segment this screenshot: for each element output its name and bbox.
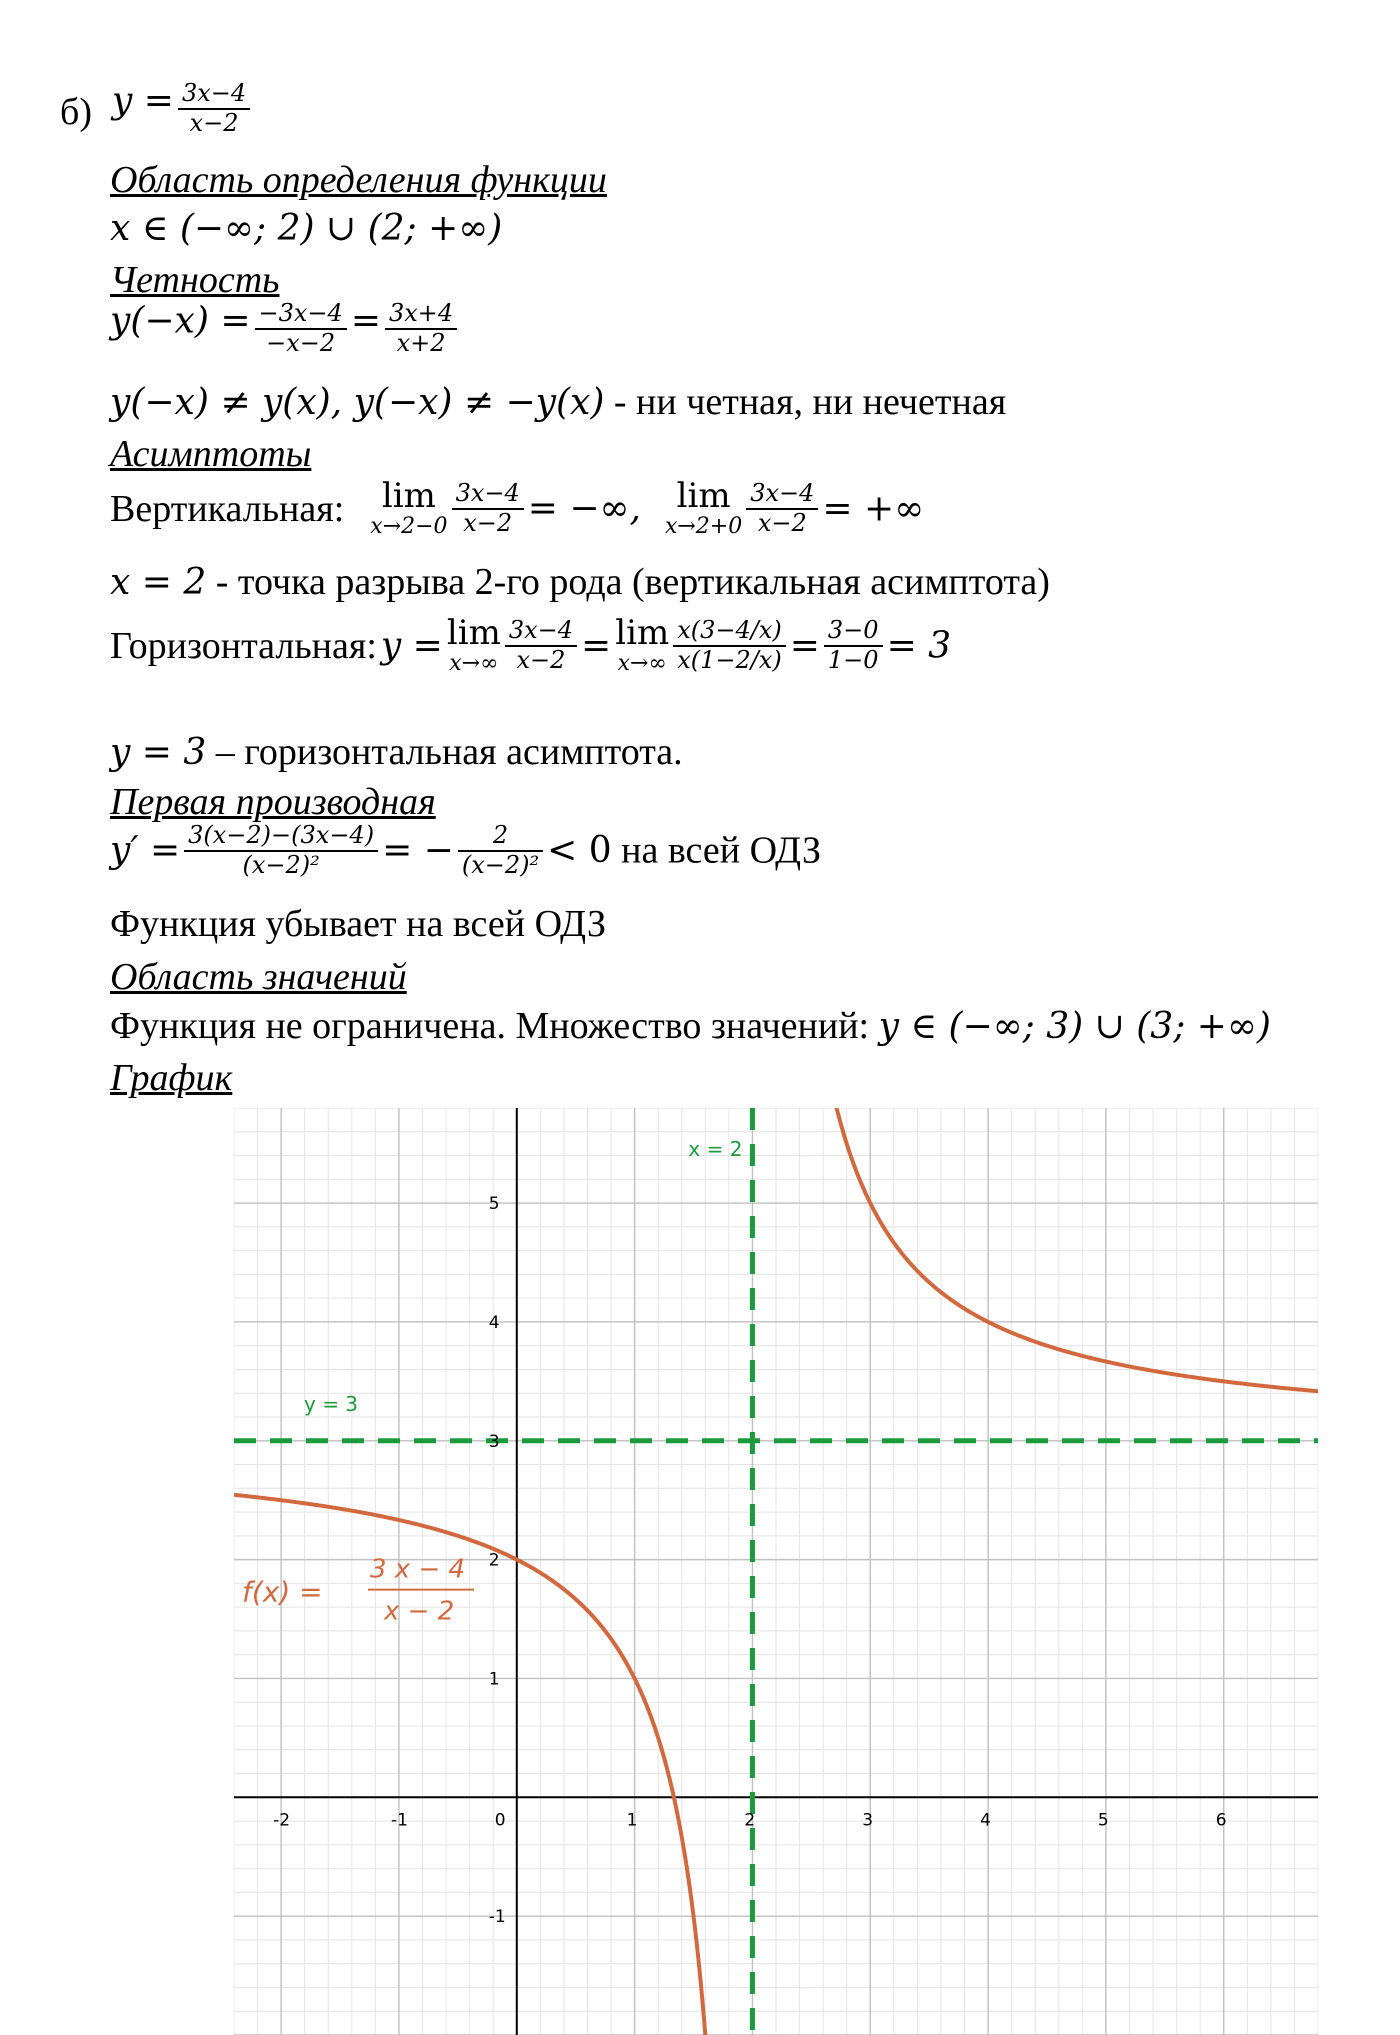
range-line bbox=[110, 1004, 1271, 1048]
h-eq-2: = bbox=[789, 625, 820, 667]
h-fraction-3 bbox=[824, 617, 883, 674]
function-graph bbox=[234, 1108, 1318, 2035]
derivative-f1-numerator: 3(x−2)−(3x−4) bbox=[184, 822, 378, 852]
derivative-mid: = − bbox=[382, 830, 454, 872]
h-f2-numerator: x(3−4/x) bbox=[673, 617, 786, 647]
function-label-numerator: 3 x − 4 bbox=[370, 1554, 466, 1585]
y-tick-label: -1 bbox=[488, 1907, 506, 1928]
derivative-fraction-1 bbox=[184, 822, 378, 879]
derivative-f1-denominator: (x−2)² bbox=[242, 850, 320, 879]
parity-f1-denominator: −x−2 bbox=[266, 328, 336, 357]
y-tick-label: 3 bbox=[488, 1431, 500, 1452]
x-tick-label: 1 bbox=[626, 1810, 638, 1831]
parity-conclusion-math: y(−x) ≠ y(x), y(−x) ≠ −y(x) bbox=[110, 382, 605, 423]
derivative-lhs: y′ = bbox=[110, 830, 181, 872]
h-fraction-1 bbox=[505, 617, 577, 674]
derivative-fraction-2 bbox=[458, 822, 543, 879]
limit-left-sub: x→2−0 bbox=[370, 514, 448, 540]
range-header: Область значений bbox=[110, 956, 407, 998]
limit-left-fraction bbox=[452, 480, 524, 537]
limit-right-fraction bbox=[746, 480, 818, 537]
x-tick-label: 4 bbox=[980, 1810, 991, 1831]
function-label-lhs: f(x) = bbox=[242, 1575, 323, 1609]
limit-right bbox=[665, 478, 742, 540]
limit-left-lim: lim bbox=[381, 476, 436, 516]
derivative-f2-denominator: (x−2)² bbox=[461, 850, 540, 879]
h-f1-denominator: x−2 bbox=[516, 645, 566, 674]
parity-f2-numerator: 3x+4 bbox=[385, 300, 457, 330]
h-eq-1: = bbox=[581, 625, 612, 667]
range-text: Функция не ограничена. Множество значений: bbox=[110, 1005, 879, 1047]
y-tick-label: 1 bbox=[488, 1669, 500, 1690]
function-lhs: y = bbox=[112, 80, 174, 122]
h-limit-1 bbox=[447, 615, 501, 677]
limit-right-lim: lim bbox=[676, 476, 731, 516]
break-point-line bbox=[110, 560, 1050, 604]
horizontal-asymptote-line bbox=[110, 615, 951, 677]
h-result: = 3 bbox=[886, 625, 952, 667]
break-text: - точка разрыва 2-го рода (вертикальная асимптота) bbox=[206, 561, 1050, 603]
limit-right-denominator: x−2 bbox=[757, 508, 807, 537]
parity-eq: = bbox=[350, 300, 381, 342]
limit-right-result: = +∞ bbox=[822, 488, 925, 530]
parity-fraction-2 bbox=[385, 300, 457, 357]
function-label-denominator: x − 2 bbox=[384, 1596, 455, 1627]
limit-right-sub: x→2+0 bbox=[664, 514, 743, 540]
y-tick-label: 5 bbox=[488, 1194, 500, 1215]
graph-header: График bbox=[110, 1057, 233, 1099]
horizontal-conclusion bbox=[110, 730, 683, 774]
h-conclusion-math: y = 3 bbox=[110, 732, 207, 773]
derivative-equation bbox=[110, 822, 821, 879]
parity-conclusion-text: - ни четная, ни нечетная bbox=[604, 381, 1007, 423]
part-label: б) bbox=[60, 91, 92, 133]
horizontal-asymptote-label: y = 3 bbox=[304, 1391, 359, 1416]
x-tick-label: -2 bbox=[273, 1810, 291, 1831]
function-numerator: 3x−4 bbox=[178, 80, 250, 110]
parity-f2-denominator: x+2 bbox=[396, 328, 446, 357]
y-tick-label: 4 bbox=[488, 1312, 500, 1333]
x-tick-label: 3 bbox=[862, 1810, 874, 1831]
parity-header: Четность bbox=[110, 259, 280, 301]
x-tick-label: -1 bbox=[390, 1810, 408, 1831]
domain-value: x ∈ (−∞; 2) ∪ (2; +∞) bbox=[110, 208, 503, 249]
vertical-asymptote-line bbox=[110, 478, 924, 540]
range-math: y ∈ (−∞; 3) ∪ (3; +∞) bbox=[878, 1006, 1271, 1047]
h-limit-1-sub: x→∞ bbox=[449, 651, 499, 677]
h-f3-denominator: 1−0 bbox=[827, 645, 879, 674]
h-f2-denominator: x(1−2/x) bbox=[677, 645, 782, 674]
vertical-label: Вертикальная: bbox=[110, 487, 345, 530]
horizontal-label: Горизонтальная: bbox=[110, 624, 377, 667]
parity-fraction-1 bbox=[255, 300, 347, 357]
parity-equation bbox=[110, 300, 457, 357]
h-limit-2-sub: x→∞ bbox=[617, 651, 667, 677]
function-definition bbox=[112, 80, 250, 137]
h-fraction-2 bbox=[673, 617, 786, 674]
domain-header: Область определения функции bbox=[110, 159, 607, 201]
y-tick-label: 2 bbox=[488, 1550, 500, 1571]
limit-left-result: = −∞, bbox=[527, 488, 641, 530]
derivative-header: Первая производная bbox=[110, 781, 436, 823]
asymptotes-header: Асимптоты bbox=[110, 433, 312, 475]
parity-conclusion bbox=[110, 380, 1006, 424]
h-conclusion-text: – горизонтальная асимптота. bbox=[206, 731, 683, 773]
h-f1-numerator: 3x−4 bbox=[505, 617, 577, 647]
h-f3-numerator: 3−0 bbox=[824, 617, 883, 647]
h-limit-2-lim: lim bbox=[615, 613, 670, 653]
vertical-asymptote-label: x = 2 bbox=[688, 1137, 743, 1161]
h-limit-2 bbox=[615, 615, 669, 677]
curve-right-branch bbox=[823, 1108, 1318, 1391]
parity-lhs: y(−x) = bbox=[110, 300, 251, 342]
function-denominator: x−2 bbox=[189, 108, 239, 137]
x-tick-label: 6 bbox=[1215, 1810, 1227, 1831]
derivative-f2-numerator: 2 bbox=[458, 822, 543, 852]
x-tick-label: 0 bbox=[494, 1810, 506, 1831]
limit-right-numerator: 3x−4 bbox=[746, 480, 818, 510]
parity-f1-numerator: −3x−4 bbox=[255, 300, 347, 330]
x-tick-label: 5 bbox=[1097, 1810, 1109, 1831]
limit-left bbox=[370, 478, 447, 540]
function-fraction bbox=[178, 80, 250, 137]
x-tick-label: 2 bbox=[744, 1810, 756, 1831]
limit-left-denominator: x−2 bbox=[463, 508, 513, 537]
horizontal-y: y = bbox=[380, 625, 443, 667]
derivative-conclusion: Функция убывает на всей ОДЗ bbox=[110, 903, 607, 945]
derivative-rhs-text: на всей ОДЗ bbox=[611, 829, 822, 872]
derivative-rhs: < 0 bbox=[547, 830, 612, 872]
break-math: x = 2 bbox=[110, 562, 207, 603]
limit-left-numerator: 3x−4 bbox=[452, 480, 524, 510]
h-limit-1-lim: lim bbox=[446, 613, 501, 653]
